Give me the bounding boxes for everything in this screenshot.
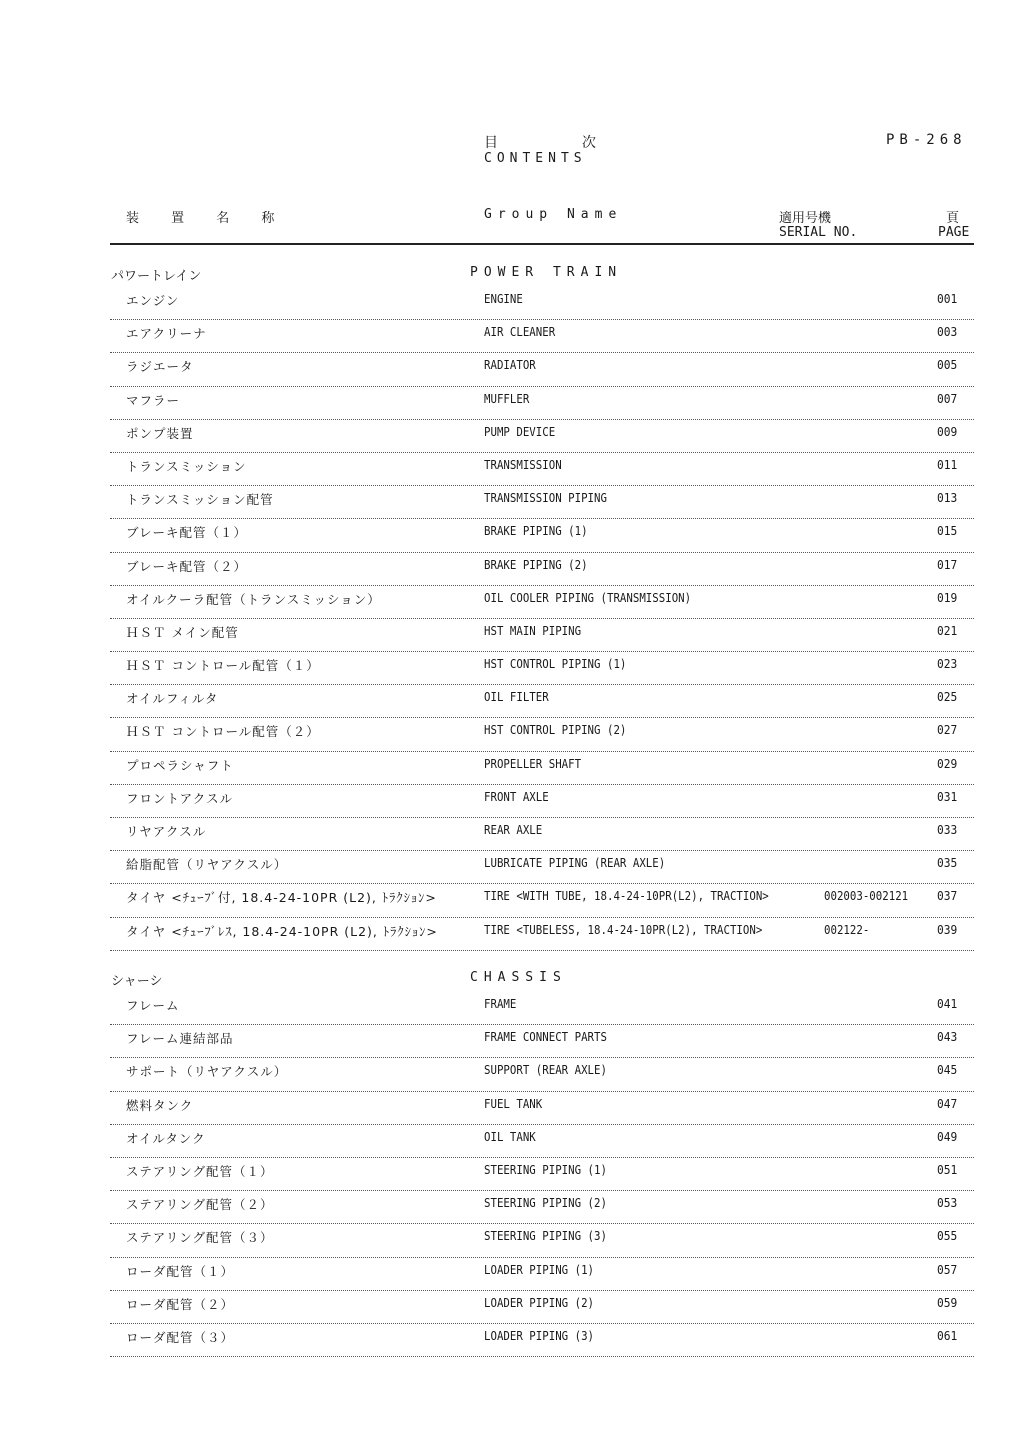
row-page: 005 xyxy=(937,357,958,373)
row-name-en: HST CONTROL PIPING (2) xyxy=(484,722,627,738)
row-name-en: FRAME xyxy=(484,996,517,1011)
row-name-jp: ラジエータ xyxy=(126,359,194,375)
column-header-page-jp: 頁 xyxy=(946,211,960,226)
row-name-en: FUEL TANK xyxy=(484,1095,543,1111)
row-page: 061 xyxy=(937,1327,958,1343)
row-page: 007 xyxy=(937,390,958,406)
row-name-en: OIL COOLER PIPING (TRANSMISSION) xyxy=(484,589,692,605)
row-name-jp: ローダ配管（３） xyxy=(126,1329,235,1345)
row-name-jp: ＨＳＴ コントロール配管（１） xyxy=(126,658,320,674)
row-page: 021 xyxy=(937,622,958,638)
row-page: 039 xyxy=(937,921,958,937)
section-power-train xyxy=(0,265,1024,951)
row-page: 009 xyxy=(937,423,958,439)
table-row xyxy=(0,851,1024,884)
row-page: 041 xyxy=(937,996,958,1011)
row-page: 025 xyxy=(937,689,958,705)
row-name-jp: ＨＳＴ メイン配管 xyxy=(126,624,239,640)
row-name-en: BRAKE PIPING (1) xyxy=(484,523,588,539)
row-serial: 002122- xyxy=(824,921,870,937)
row-name-en: RADIATOR xyxy=(484,357,536,373)
table-row xyxy=(0,353,1024,386)
column-header-serial-jp: 適用号機 xyxy=(779,211,832,226)
section-rows xyxy=(0,992,1024,1357)
table-row xyxy=(0,685,1024,718)
table-row xyxy=(0,387,1024,420)
row-page: 023 xyxy=(937,656,958,672)
table-row xyxy=(0,1158,1024,1191)
row-page: 043 xyxy=(937,1029,958,1045)
row-name-jp: タイヤ <ﾁｭｰﾌﾞﾚｽ, 18.4-24-10PR (L2), ﾄﾗｸｼｮﾝ> xyxy=(126,923,438,939)
row-page: 045 xyxy=(937,1062,958,1078)
row-name-jp: ステアリング配管（１） xyxy=(126,1163,274,1179)
row-name-en: OIL TANK xyxy=(484,1128,536,1144)
table-row xyxy=(0,453,1024,486)
row-page: 019 xyxy=(937,589,958,605)
row-name-jp: マフラー xyxy=(126,392,181,408)
table-row xyxy=(0,785,1024,818)
title-jp-char-2: 次 xyxy=(582,135,598,151)
section-heading xyxy=(0,970,1024,992)
row-page: 047 xyxy=(937,1095,958,1111)
row-page: 037 xyxy=(937,888,958,904)
row-name-en: SUPPORT (REAR AXLE) xyxy=(484,1062,607,1078)
row-name-en: TRANSMISSION xyxy=(484,456,562,472)
section-title-jp: シャーシ xyxy=(111,974,163,989)
row-name-en: HST MAIN PIPING xyxy=(484,622,582,638)
row-page: 029 xyxy=(937,755,958,771)
row-name-en: LOADER PIPING (3) xyxy=(484,1327,595,1343)
row-page: 059 xyxy=(937,1294,958,1310)
table-row xyxy=(0,320,1024,353)
row-name-en: STEERING PIPING (3) xyxy=(484,1228,607,1244)
row-name-en: TIRE <WITH TUBE, 18.4-24-10PR(L2), TRACTION> xyxy=(484,888,769,904)
column-header-serial-en: SERIAL NO. xyxy=(779,225,858,240)
table-row xyxy=(0,1224,1024,1257)
document-code: PB-268 xyxy=(886,132,967,148)
section-title-jp: パワートレイン xyxy=(111,269,202,284)
row-name-jp: フロントアクスル xyxy=(126,790,234,806)
row-name-en: LOADER PIPING (1) xyxy=(484,1261,595,1277)
row-name-en: BRAKE PIPING (2) xyxy=(484,556,588,572)
row-page: 049 xyxy=(937,1128,958,1144)
table-row xyxy=(0,818,1024,851)
table-row xyxy=(0,420,1024,453)
table-row xyxy=(0,752,1024,785)
row-name-jp: ローダ配管（２） xyxy=(126,1296,235,1312)
table-row xyxy=(0,586,1024,619)
row-name-jp: トランスミッション xyxy=(126,458,247,474)
table-row xyxy=(0,486,1024,519)
table-row xyxy=(0,619,1024,652)
row-name-en: PUMP DEVICE xyxy=(484,423,556,439)
column-header-group-name: Group Name xyxy=(484,207,623,222)
header-rule xyxy=(110,243,974,245)
row-name-en: REAR AXLE xyxy=(484,822,543,837)
row-page: 051 xyxy=(937,1161,958,1177)
row-name-jp: エアクリーナ xyxy=(126,326,207,342)
row-name-jp: オイルタンク xyxy=(126,1130,206,1146)
row-name-en: PROPELLER SHAFT xyxy=(484,755,582,771)
row-name-jp: トランスミッション配管 xyxy=(126,492,274,508)
section-heading xyxy=(0,265,1024,287)
row-page: 013 xyxy=(937,490,958,506)
table-row xyxy=(0,992,1024,1025)
table-row xyxy=(0,1092,1024,1125)
row-name-jp: オイルクーラ配管（トランスミッション） xyxy=(126,591,381,607)
row-name-jp: オイルフィルタ xyxy=(126,691,219,707)
row-name-en: HST CONTROL PIPING (1) xyxy=(484,656,627,672)
column-header-name-jp: 装 置 名 称 xyxy=(126,211,289,226)
table-row xyxy=(0,1058,1024,1091)
row-name-jp: 燃料タンク xyxy=(126,1097,194,1113)
row-page: 035 xyxy=(937,855,958,871)
row-serial: 002003-002121 xyxy=(824,888,909,904)
row-page: 027 xyxy=(937,722,958,738)
row-name-en: FRAME CONNECT PARTS xyxy=(484,1029,607,1045)
table-row xyxy=(0,1291,1024,1324)
row-page: 055 xyxy=(937,1228,958,1244)
section-chassis xyxy=(0,970,1024,1357)
section-title-en: POWER TRAIN xyxy=(470,265,623,280)
title-en: CONTENTS xyxy=(484,151,587,166)
row-name-en: AIR CLEANER xyxy=(484,324,556,340)
row-name-jp: サポート（リヤアクスル） xyxy=(126,1064,288,1080)
row-name-en: ENGINE xyxy=(484,291,523,306)
row-page: 011 xyxy=(937,456,958,472)
row-name-jp: リヤアクスル xyxy=(126,824,207,839)
row-name-jp: タイヤ <ﾁｭｰﾌﾞ付, 18.4-24-10PR (L2), ﾄﾗｸｼｮﾝ> xyxy=(126,890,437,906)
row-name-jp: ブレーキ配管（１） xyxy=(126,525,248,541)
row-page: 053 xyxy=(937,1195,958,1211)
table-row xyxy=(0,718,1024,751)
row-page: 017 xyxy=(937,556,958,572)
row-name-jp: ステアリング配管（３） xyxy=(126,1230,274,1246)
column-header-page-en: PAGE xyxy=(938,225,970,240)
row-name-en: STEERING PIPING (1) xyxy=(484,1161,607,1177)
title-jp-char-1: 目 xyxy=(484,135,500,151)
table-row xyxy=(0,1324,1024,1357)
table-row xyxy=(0,1125,1024,1158)
table-row xyxy=(0,1258,1024,1291)
row-name-en: LUBRICATE PIPING (REAR AXLE) xyxy=(484,855,666,871)
row-name-en: OIL FILTER xyxy=(484,689,549,705)
row-page: 033 xyxy=(937,822,958,837)
row-name-en: LOADER PIPING (2) xyxy=(484,1294,595,1310)
row-name-jp: ＨＳＴ コントロール配管（２） xyxy=(126,724,320,740)
section-title-en: CHASSIS xyxy=(470,970,567,985)
row-name-jp: ブレーキ配管（２） xyxy=(126,558,248,574)
row-name-en: STEERING PIPING (2) xyxy=(484,1195,607,1211)
row-name-en: MUFFLER xyxy=(484,390,530,406)
table-row xyxy=(0,553,1024,586)
title-jp xyxy=(484,132,598,152)
table-row xyxy=(0,652,1024,685)
row-name-en: FRONT AXLE xyxy=(484,788,549,804)
row-name-jp: フレーム xyxy=(126,998,180,1013)
table-row xyxy=(0,1191,1024,1224)
row-name-jp: ステアリング配管（２） xyxy=(126,1197,274,1213)
row-name-jp: ローダ配管（１） xyxy=(126,1263,235,1279)
row-page: 015 xyxy=(937,523,958,539)
row-page: 003 xyxy=(937,324,958,340)
row-name-en: TRANSMISSION PIPING xyxy=(484,490,607,506)
row-page: 031 xyxy=(937,788,958,804)
table-row xyxy=(0,884,1024,917)
row-name-jp: 給脂配管（リヤアクスル） xyxy=(126,857,288,873)
row-name-jp: エンジン xyxy=(126,293,180,308)
table-row xyxy=(0,918,1024,951)
section-rows xyxy=(0,287,1024,951)
table-row xyxy=(0,287,1024,320)
table-row xyxy=(0,1025,1024,1058)
row-name-jp: プロペラシャフト xyxy=(126,757,234,773)
row-name-jp: フレーム連結部品 xyxy=(126,1031,234,1047)
row-name-jp: ポンプ装置 xyxy=(126,425,194,441)
table-row xyxy=(0,519,1024,552)
row-page: 057 xyxy=(937,1261,958,1277)
row-page: 001 xyxy=(937,291,958,306)
row-name-en: TIRE <TUBELESS, 18.4-24-10PR(L2), TRACTION> xyxy=(484,921,763,937)
